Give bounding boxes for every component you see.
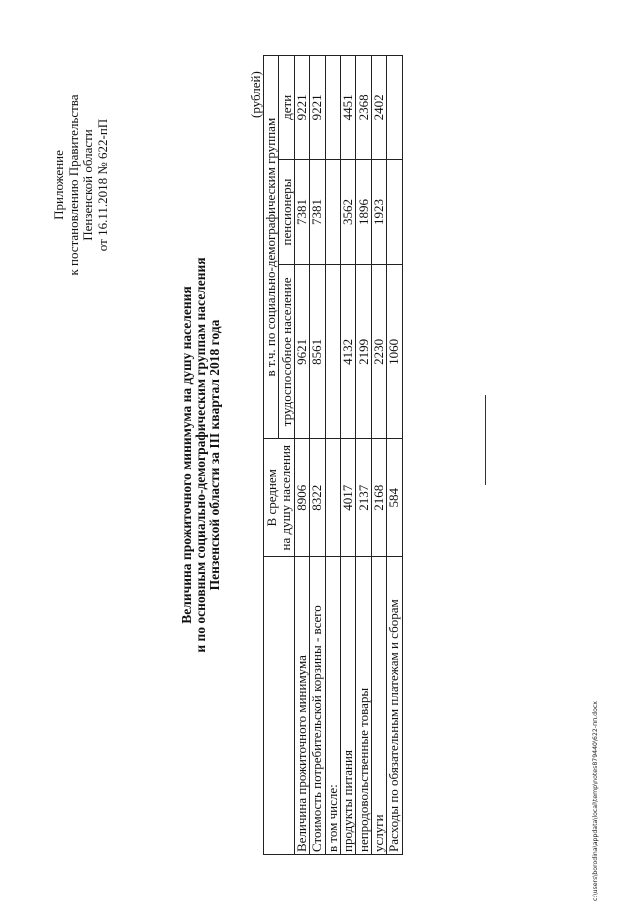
cell-pensioners — [387, 159, 402, 265]
cell-average: 2168 — [371, 439, 386, 557]
cell-working: 8561 — [310, 265, 325, 439]
cell-working: 2199 — [356, 265, 371, 439]
cell-pensioners — [325, 159, 340, 265]
row-label: Расходы по обязательным платежам и сборам — [387, 557, 402, 855]
cell-children: 4451 — [340, 56, 355, 160]
header-pensioners: пенсионеры — [279, 159, 294, 265]
cell-pensioners: 1896 — [356, 159, 371, 265]
header-average-line: В среднем — [263, 469, 279, 527]
appendix-line: к постановлению Правительства — [65, 94, 81, 276]
cell-children — [387, 56, 402, 160]
header-average-line: на душу населения — [277, 445, 293, 551]
row-label: непродовольственные товары — [356, 557, 371, 855]
cell-pensioners: 7381 — [310, 159, 325, 265]
title-line: Величина прожиточного минимума на душу населения — [179, 286, 194, 624]
title-line: и по основным социально-демографическим группам населения — [192, 257, 208, 653]
cell-children — [325, 56, 340, 160]
appendix-line: Пензенской области — [80, 129, 96, 241]
header-average — [264, 439, 295, 557]
table-row — [294, 56, 309, 855]
document-title — [180, 175, 221, 735]
appendix-line: Приложение — [51, 150, 66, 220]
cell-average: 2137 — [356, 439, 371, 557]
table-row — [371, 56, 386, 855]
cell-average: 4017 — [340, 439, 355, 557]
appendix-line: от 16.11.2018 № 622-пП — [94, 118, 110, 252]
subsistence-table — [263, 55, 403, 855]
cell-working: 2230 — [371, 265, 386, 439]
row-label: в том числе: — [325, 557, 340, 855]
row-label: Стоимость потребительской корзины - всего — [310, 557, 325, 855]
unit-label: (рублей) — [248, 71, 263, 118]
cell-average: 8322 — [310, 439, 325, 557]
table-row — [356, 56, 371, 855]
cell-pensioners: 3562 — [340, 159, 355, 265]
row-label: продукты питания — [340, 557, 355, 855]
row-label: Величина прожиточного минимума — [294, 557, 309, 855]
table-row — [325, 56, 340, 855]
table-row — [387, 56, 402, 855]
cell-average — [325, 439, 340, 557]
appendix-block — [52, 65, 110, 305]
header-children: дети — [279, 56, 294, 160]
cell-children: 2368 — [356, 56, 371, 160]
cell-working: 9621 — [294, 265, 309, 439]
cell-working — [325, 265, 340, 439]
table-row — [310, 56, 325, 855]
row-label: услуги — [371, 557, 386, 855]
cell-pensioners: 7381 — [294, 159, 309, 265]
separator-rule — [485, 395, 486, 485]
header-row — [264, 56, 279, 855]
cell-working: 1060 — [387, 265, 402, 439]
header-working: трудоспособное население — [279, 265, 294, 439]
cell-working: 4132 — [340, 265, 355, 439]
header-groups: в т.ч. по социально-демографическим группам — [264, 56, 279, 439]
cell-children: 9221 — [310, 56, 325, 160]
table-row — [340, 56, 355, 855]
cell-pensioners: 1923 — [371, 159, 386, 265]
title-line: Пензенской области за III квартал 2018 года — [206, 319, 222, 591]
cell-children: 9221 — [294, 56, 309, 160]
cell-average: 584 — [387, 439, 402, 557]
header-empty-cell — [264, 557, 295, 855]
file-path: c:\users\borodina\appdata\local\temp\notes879440\622-пп.docx — [592, 701, 599, 901]
cell-average: 8906 — [294, 439, 309, 557]
cell-children: 2402 — [371, 56, 386, 160]
